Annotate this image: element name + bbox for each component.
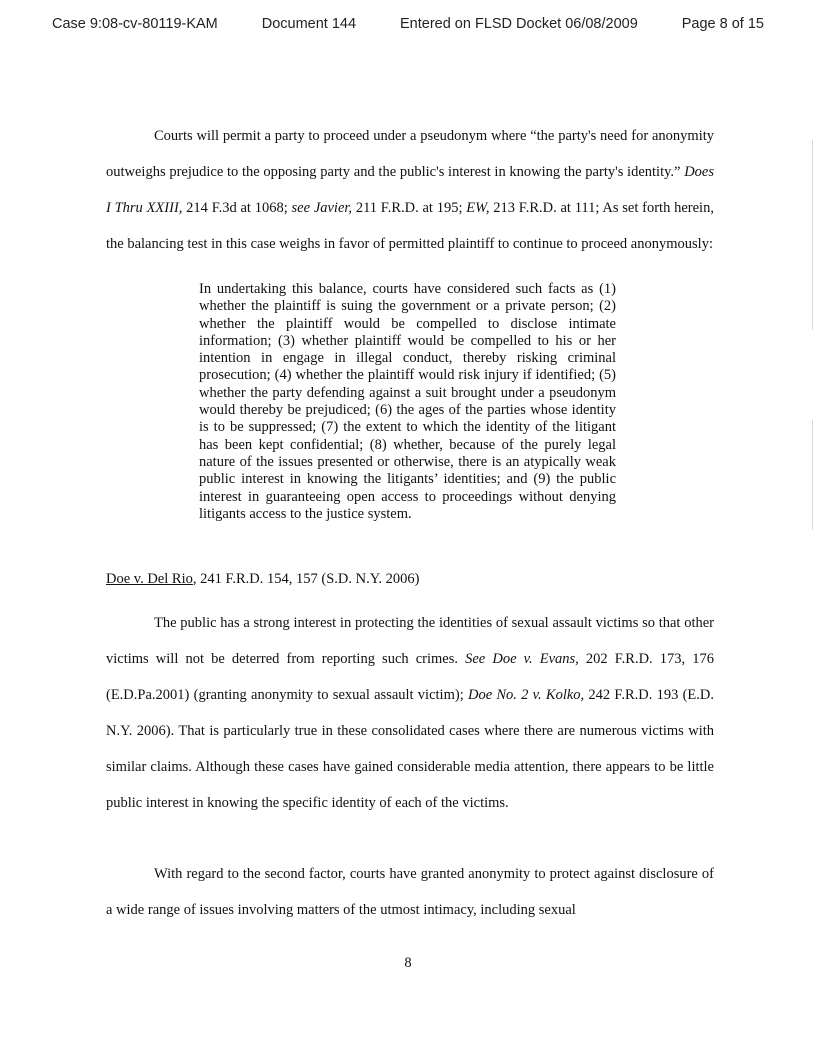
para1-text-3: 211 F.R.D. at 195; [352, 200, 467, 216]
citation-does-i-thru-xxiii: Does I Thru XXIII, [106, 164, 714, 216]
docket-header [52, 16, 764, 32]
page-number: 8 [404, 955, 412, 971]
scan-edge-mark [812, 140, 813, 330]
document-number: Document 144 [261, 16, 357, 32]
para2-text-1: The public has a strong interest in protecting the identities of sexual assault victims so that other victims will not be deterred from reporting such crimes. [106, 615, 714, 667]
case-number: Case 9:08-cv-80119-KAM [52, 16, 218, 32]
citation-doe-v-del-rio: Doe v. Del Rio [106, 571, 193, 587]
para2-text-3: 242 F.R.D. 193 (E.D. N.Y. 2006). That is particularly true in these consolidated cases where there are numerous victims with similar claims. Although these cases have gained considerable media attention, there appears to be little public interest in knowing the specific identity of each of the victims. [106, 687, 714, 811]
para2-text-2: 202 F.R.D. 173, 176 (E.D.Pa.2001) (granting anonymity to sexual assault victim); [106, 651, 715, 703]
scan-edge-mark-lower [812, 420, 813, 530]
citation-doe-no-2-v-kolko: Doe No. 2 v. Kolko, [467, 687, 585, 703]
paragraph-public-interest [106, 605, 714, 821]
para1-text-2: 214 F.3d at 1068; [182, 200, 292, 216]
para1-text-1: Courts will permit a party to proceed under a pseudonym where “the party's need for anonymity outweighs prejudice to the opposing party and the public's interest in knowing the party's identity.” [106, 128, 714, 180]
paragraph-second-factor: With regard to the second factor, courts have granted anonymity to protect against disclosure of a wide range of issues involving matters of the utmost intimacy, including sexual [106, 866, 714, 918]
citation-javier: see Javier, [291, 200, 353, 216]
citation-ew: EW, [466, 200, 490, 216]
citation-doe-v-evans: See Doe v. Evans, [465, 651, 579, 667]
quote-citation [106, 568, 714, 590]
citation-reporter: , 241 F.R.D. 154, 157 (S.D. N.Y. 2006) [192, 571, 420, 587]
paragraph-pseudonym-standard [106, 118, 714, 262]
docket-entry: Entered on FLSD Docket 06/08/2009 [399, 16, 638, 32]
para1-text-4: 213 F.R.D. at 111; As set forth herein, the balancing test in this case weighs in favor of permitted plaintiff to continue to proceed anonymously: [106, 200, 714, 252]
page-info: Page 8 of 15 [681, 16, 764, 32]
block-quote-balancing-factors: In undertaking this balance, courts have considered such facts as (1) whether the plaintiff is suing the government or a private person; (2) whether the plaintiff would be compelled to disclose intimate information; (3) whether plaintiff would be compelled to his or her intention in engage in illegal conduct, thereby risking criminal prosecution; (4) whether the plaintiff would risk injury if identified; (5) whether the party defending against a suit brought under a pseudonym would thereby be prejudiced; (6) the ages of the parties whose identity is to be suppressed; (7) the extent to which the identity of the litigant has been kept confidential; (8) whether, because of the purely legal nature of the issues presented or otherwise, there is an atypically weak public interest in knowing the litigants’ identities; and (9) the public interest in guaranteeing open access to proceedings without denying litigants access to the justice system. [199, 281, 616, 522]
